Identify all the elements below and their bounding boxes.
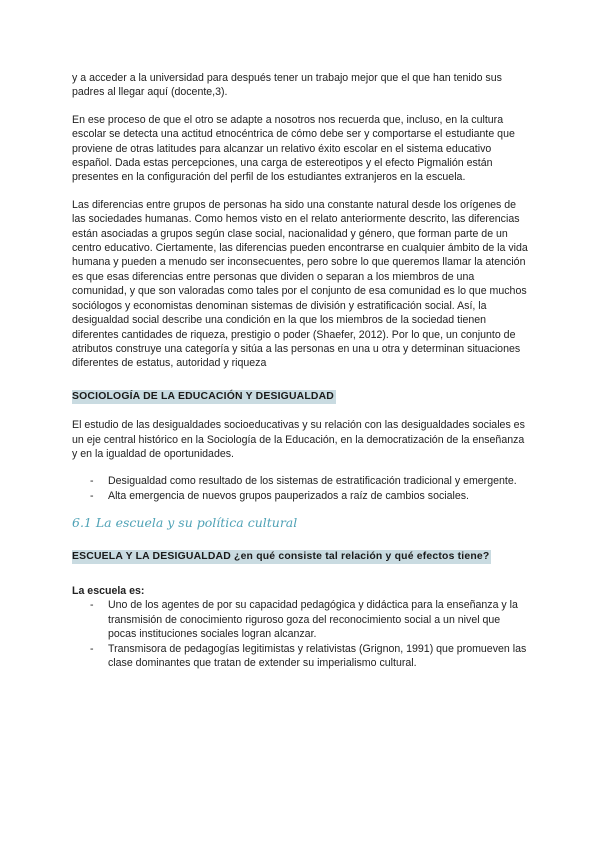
page-content [72, 71, 530, 683]
paragraph-intro-1: y a acceder a la universidad para después tener un trabajo mejor que el que han tenido sus padres al llegar aquí (docente,3). [72, 72, 502, 99]
section-sociologia [72, 384, 530, 503]
paragraph-intro-3: Las diferencias entre grupos de personas ha sido una constante natural desde los orígenes de las sociedades humanas. Como hemos visto en el relato anteriormente descrito, las diferencias están asociadas a grupos según clase social, nacionalidad y género, que forman parte de un centro educativo. Ciertamente, las diferencias pueden encontrarse en cualquier ámbito de la vida humana y pueden a menudo ser inconsecuentes, pero sobre lo que queremos llamar la atención es que esas diferencias entre personas que dividen o separan a los miembros de una comunidad, y que son valoradas como tales por el conjunto de esa comunidad es lo que muchos sociólogos y economistas denominan sistemas de división y estratificación social. Así, la desigualdad social describe una condición en la que los miembros de la sociedad tienen diferentes cantidades de riqueza, prestigio o poder (Shaefer, 2012). Por lo que, un conjunto de atributos construye una categoría y sitúa a las personas en una u otra y determinan situaciones diferentes de estatus, autoridad y riqueza [72, 198, 528, 370]
section-heading-sociologia: SOCIOLOGÍA DE LA EDUCACIÓN Y DESIGUALDAD [72, 390, 336, 404]
section-heading-escuela: ESCUELA Y LA DESIGUALDAD ¿en qué consiste tal relación y qué efectos tiene? [72, 550, 491, 564]
list-escuela [72, 598, 530, 670]
paragraph-sociologia: El estudio de las desigualdades socioeducativas y su relación con las desigualdades sociales es un eje central histórico en la Sociología de la Educación, en la democratización de la enseñanza y en la igualdad de oportunidades. [72, 419, 525, 460]
list-item: - Desigualdad como resultado de los sistemas de estratificación tradicional y emergente. [72, 474, 530, 488]
list-desigualdades [72, 474, 530, 503]
list-item: - Transmisora de pedagogías legitimistas y relativistas (Grignon, 1991) que promueven las clase dominantes que tratan de extender su imperialismo cultural. [72, 642, 530, 671]
paragraph-intro-2: En ese proceso de que el otro se adapte a nosotros nos recuerda que, incluso, en la cultura escolar se detecta una actitud etnocéntrica de cómo debe ser y comportarse el estudiante que proviene de otras latitudes para alcanzar un relativo éxito escolar en el sistema educativo español. Dada estas percepciones, una carga de estereotipos y el efecto Pigmalión están presentes en la configuración del perfil de los estudiantes extranjeros en la escuela. [72, 113, 515, 184]
list-item: - Uno de los agentes de por su capacidad pedagógica y didáctica para la enseñanza y la transmisión de conocimiento riguroso goza del reconocimiento social a un nivel que pocas instituciones sociales logran alcanzar. [72, 598, 530, 641]
label-la-escuela-es: La escuela es: [72, 584, 145, 597]
section-escuela [72, 544, 530, 671]
list-item: - Alta emergencia de nuevos grupos pauperizados a raíz de cambios sociales. [72, 489, 530, 503]
subsection-title: 6.1 La escuela y su política cultural [72, 515, 298, 531]
